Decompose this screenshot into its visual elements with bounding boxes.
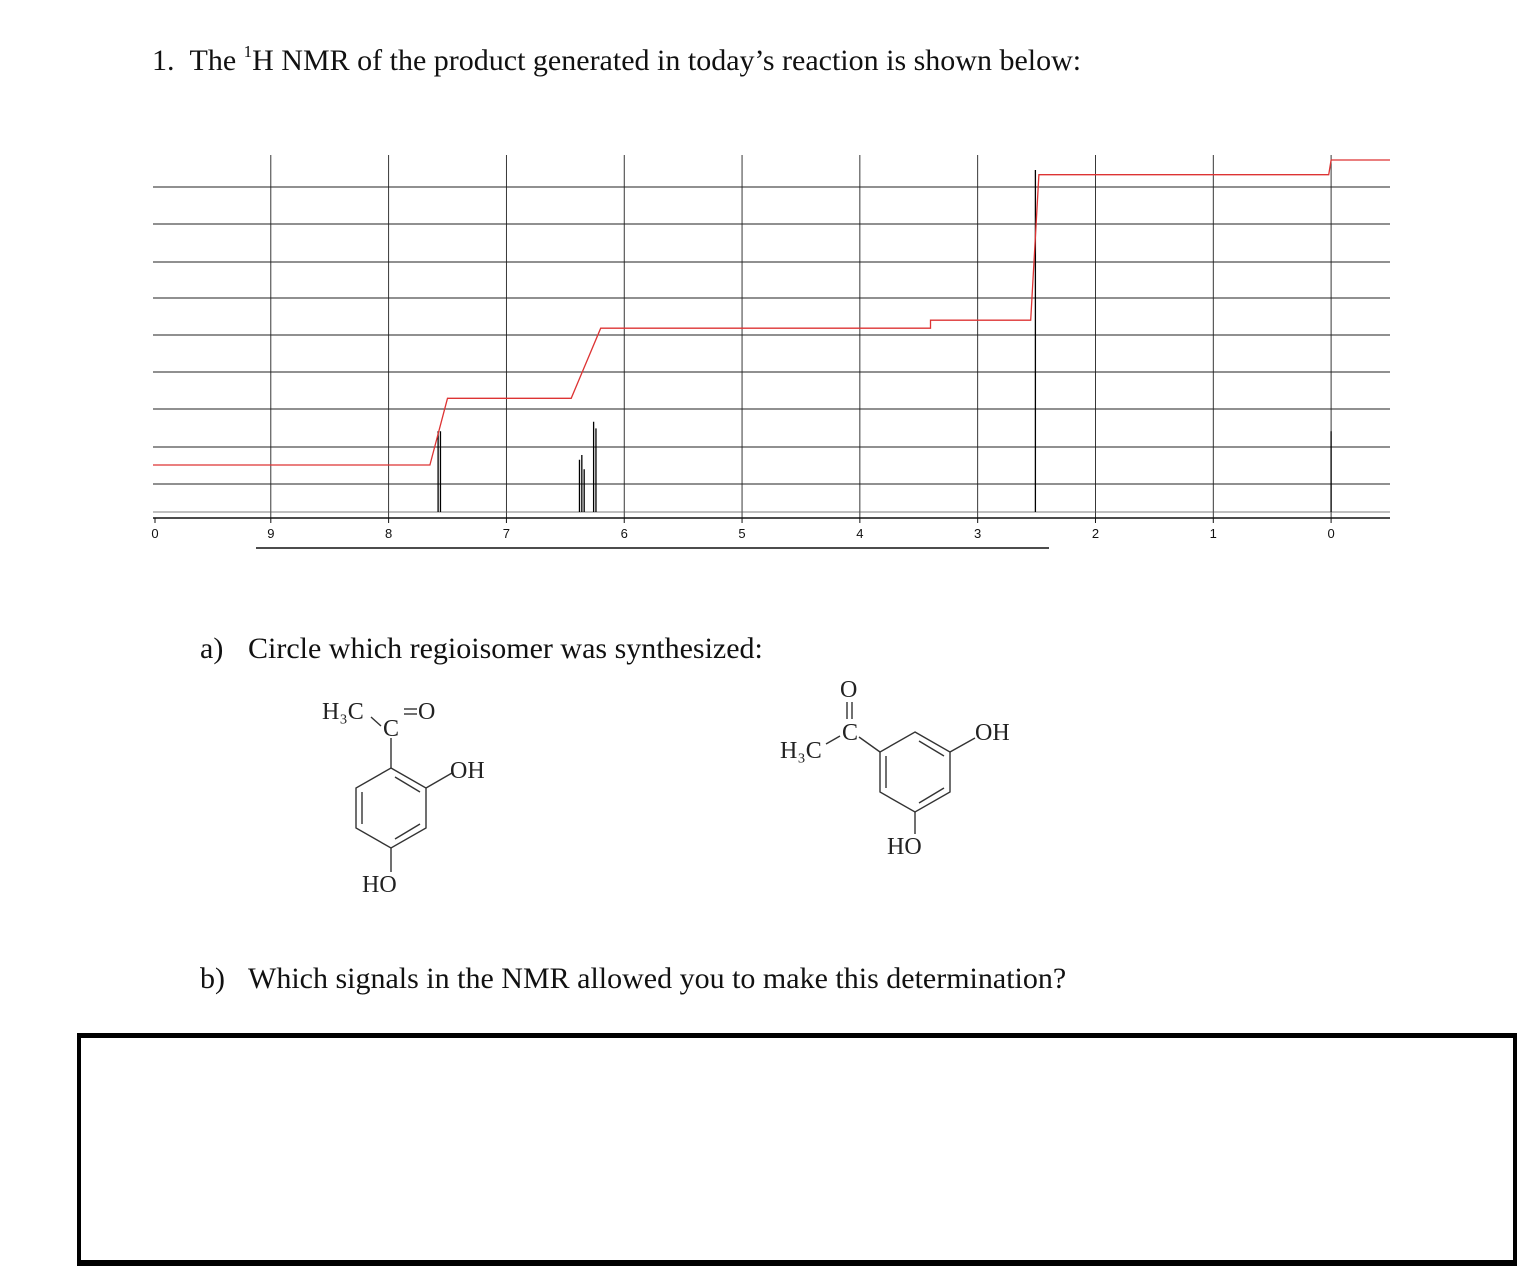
- molecule-option-1[interactable]: [322, 699, 485, 898]
- answer-box[interactable]: [77, 1033, 1517, 1266]
- mol1-oh-label: OH: [450, 758, 485, 784]
- mol1-ho-label: HO: [362, 872, 397, 898]
- tick-label: 3: [974, 526, 982, 541]
- question-superscript: 1: [243, 42, 253, 61]
- mol1-carbon: C: [383, 716, 400, 742]
- tick-label: 0: [151, 526, 159, 541]
- mol2-carbon: C: [842, 720, 859, 746]
- mol2-methyl: H₃C: [780, 738, 822, 764]
- mol2-oh-label: OH: [975, 720, 1010, 746]
- mol1-methyl: H₃C: [322, 699, 364, 725]
- tick-label: 7: [502, 526, 511, 541]
- tick-label: 1: [1209, 526, 1217, 541]
- tick-label: 8: [385, 526, 393, 541]
- mol2-oxygen: O: [840, 677, 858, 703]
- tick-label: 6: [620, 526, 628, 541]
- question-text-before: The: [189, 44, 244, 77]
- mol2-ho-label: HO: [887, 834, 922, 860]
- part-a-text: Circle which regioisomer was synthesized:: [248, 632, 763, 665]
- molecule-option-2[interactable]: [780, 677, 1010, 860]
- question-text-after: H NMR of the product generated in today’s reaction is shown below:: [252, 44, 1082, 77]
- tick-label: 9: [267, 526, 275, 541]
- part-a-label: a): [200, 632, 224, 665]
- part-b-question: [200, 962, 1066, 996]
- mol1-oxygen: O: [418, 699, 436, 725]
- part-b-label: b): [200, 962, 225, 995]
- tick-label: 0: [1327, 526, 1335, 541]
- question-number: 1.: [152, 44, 175, 77]
- part-b-text: Which signals in the NMR allowed you to make this determination?: [248, 962, 1067, 995]
- tick-label: 2: [1091, 526, 1100, 541]
- tick-label: 5: [738, 526, 746, 541]
- tick-label: 4: [856, 526, 864, 541]
